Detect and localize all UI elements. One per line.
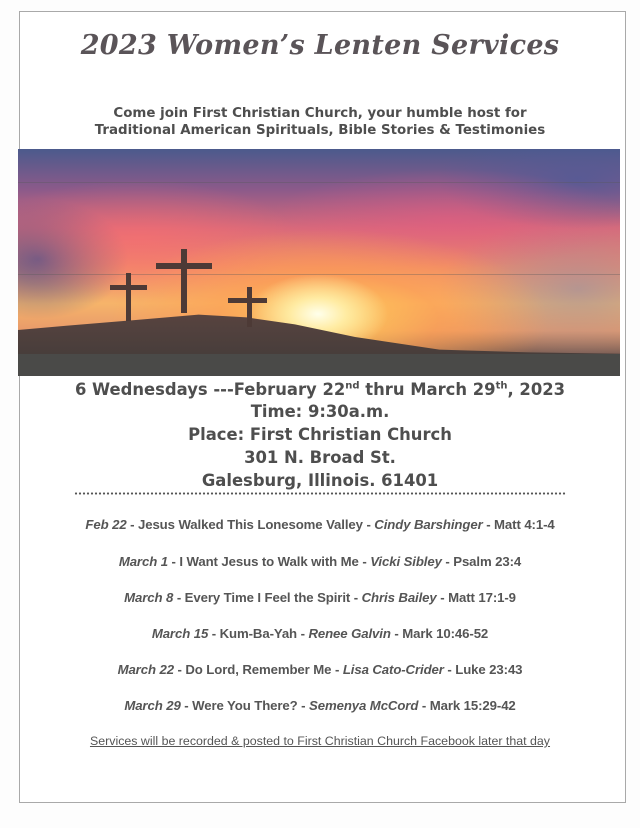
scan-artifact-line: [18, 182, 620, 183]
scan-artifact-line: [18, 274, 620, 275]
schedule-item: March 15 - Kum-Ba-Yah - Renee Galvin - Mark 10:46-52: [151, 626, 489, 641]
schedule-item: March 8 - Every Time I Feel the Spirit - Chris Bailey - Matt 17:1-9: [124, 590, 516, 605]
ground-strip: [18, 354, 620, 376]
schedule-item: Feb 22 - Jesus Walked This Lonesome Valley - Cindy Barshinger - Matt 4:1-4: [85, 517, 555, 532]
schedule-item: March 22 - Do Lord, Remember Me - Lisa Cato-Crider - Luke 23:43: [117, 662, 523, 677]
cross-right-icon: [247, 287, 252, 327]
cross-left-icon: [126, 273, 131, 321]
cross-middle-icon: [181, 249, 187, 313]
subtitle-line-2: Traditional American Spirituals, Bible Stories & Testimonies: [94, 123, 546, 138]
cross-right-beam: [228, 298, 267, 303]
subtitle-line-1: Come join First Christian Church, your humble host for: [113, 106, 527, 121]
hero-image-crosses-sunset: [18, 149, 620, 376]
service-place: Place: First Christian Church: [188, 425, 452, 444]
cross-left-beam: [110, 285, 147, 290]
service-time: Time: 9:30a.m.: [250, 402, 390, 421]
recording-notice: Services will be recorded & posted to First Christian Church Facebook later that day: [89, 734, 551, 748]
flyer-title: 2023 Women’s Lenten Services: [80, 30, 560, 61]
schedule-item: March 1 - I Want Jesus to Walk with Me - Vicki Sibley - Psalm 23:4: [118, 554, 522, 569]
flyer-subtitle: [0, 105, 640, 139]
schedule-item: March 29 - Were You There? - Semenya McCord - Mark 15:29-42: [124, 698, 516, 713]
address-street: 301 N. Broad St.: [244, 448, 396, 467]
service-dates: 6 Wednesdays ---February 22nd thru March 29th, 2023: [74, 380, 566, 399]
dotted-divider: [74, 492, 566, 495]
address-city: Galesburg, Illinois. 61401: [201, 471, 439, 490]
cross-middle-beam: [156, 263, 212, 269]
